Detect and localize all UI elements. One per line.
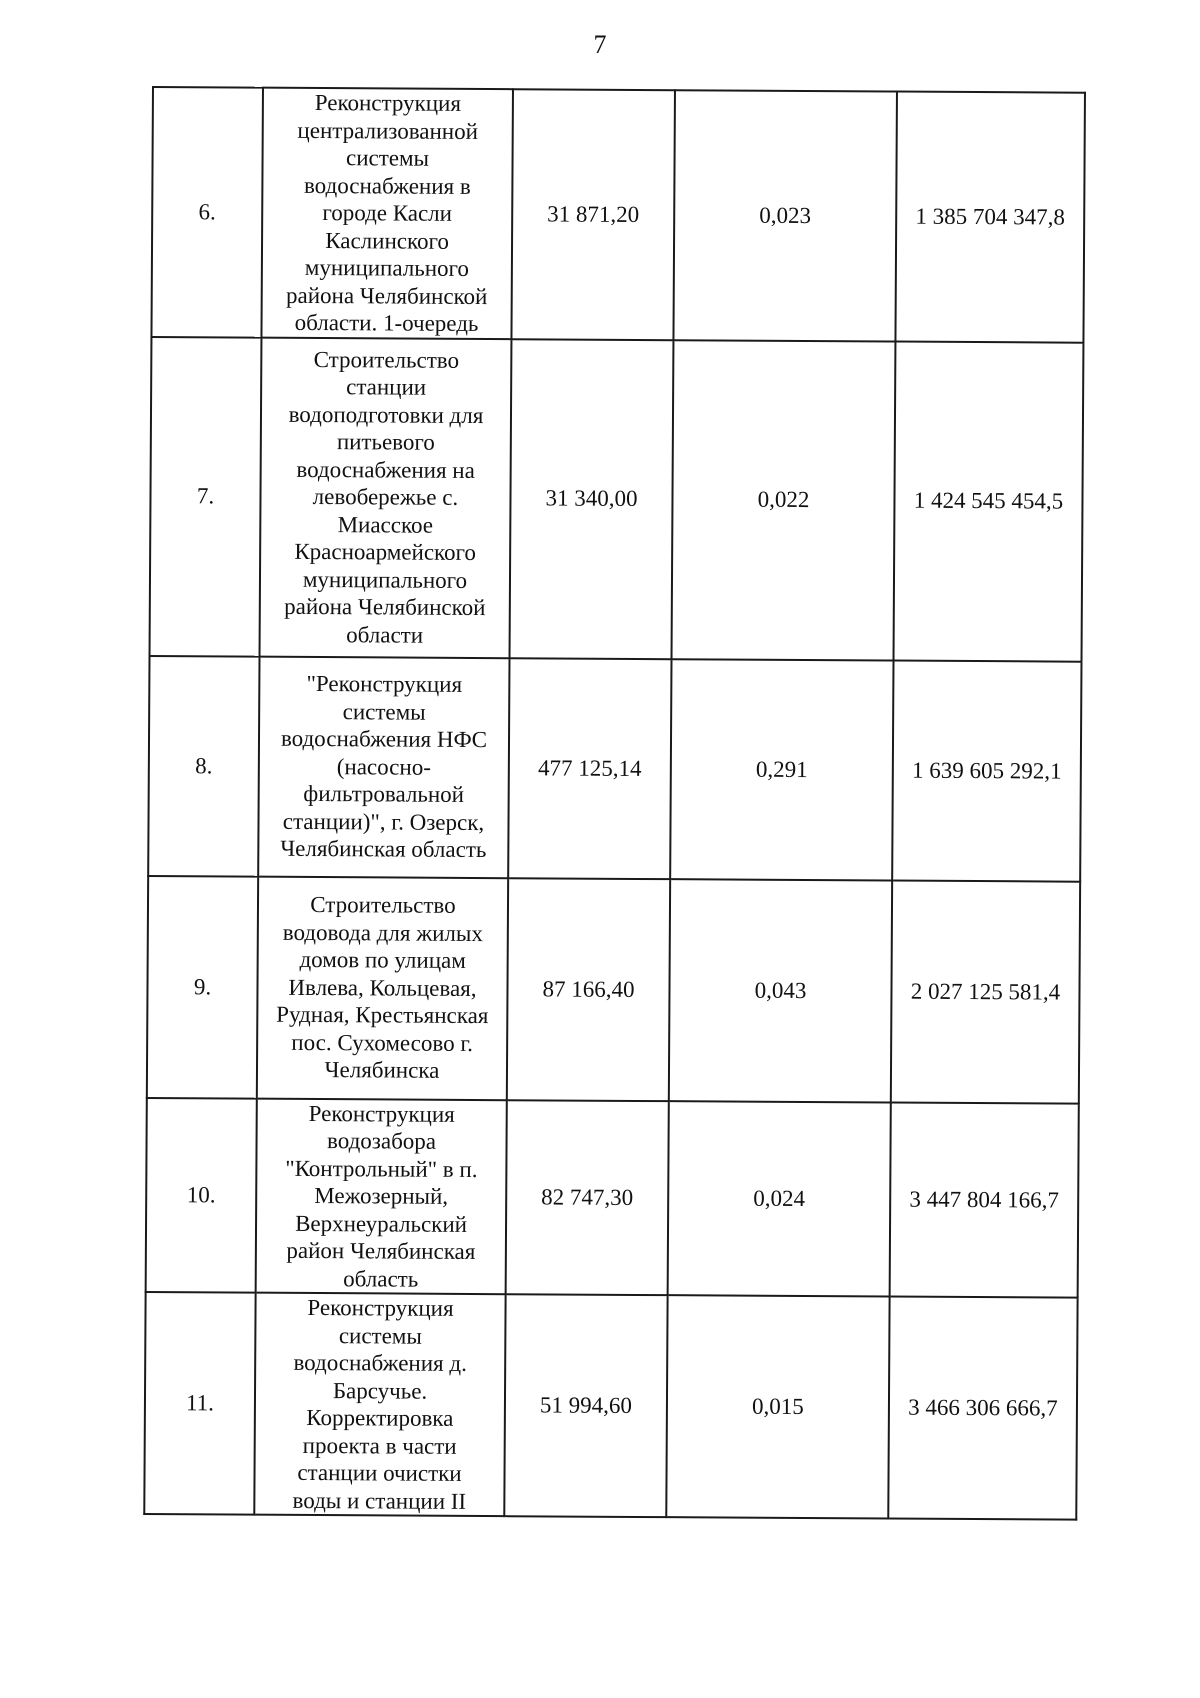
total-value: 1 385 704 347,8 xyxy=(895,92,1085,343)
total-value: 1 639 605 292,1 xyxy=(892,660,1081,881)
share-value: 0,024 xyxy=(668,1101,891,1297)
cost-value: 477 125,14 xyxy=(508,658,671,879)
table-row xyxy=(147,875,1080,1103)
object-name: Строительство станции водоподготовки для питьевого водоснабжения на левобережье с. Миасское Красноармейского муниципального района Челябинской области xyxy=(260,337,512,658)
row-number: 11. xyxy=(144,1292,255,1515)
object-name: Реконструкция водозабора "Контрольный" в п. Межозерный, Верхнеуральский район Челябинская область xyxy=(256,1098,507,1294)
row-number: 7. xyxy=(150,337,262,657)
total-value: 3 466 306 666,7 xyxy=(888,1297,1077,1520)
object-name: "Реконструкция системы водоснабжения НФС (насосно- фильтровальной станции)", г. Озерск, Челябинская область xyxy=(258,656,509,878)
row-number: 6. xyxy=(151,87,263,337)
share-value: 0,015 xyxy=(666,1295,889,1518)
cost-value: 51 994,60 xyxy=(504,1294,667,1517)
total-value: 1 424 545 454,5 xyxy=(894,341,1084,661)
data-table xyxy=(143,86,1086,1521)
share-value: 0,291 xyxy=(670,659,893,880)
table-row xyxy=(144,1292,1077,1520)
page-number: 7 xyxy=(593,30,607,59)
object-name: Строительство водовода для жилых домов по улицам Ивлева, Кольцевая, Рудная, Крестьянская пос. Сухомесово г. Челябинска xyxy=(257,876,508,1100)
table-row xyxy=(148,655,1081,881)
cost-value: 82 747,30 xyxy=(506,1100,669,1295)
share-value: 0,022 xyxy=(672,340,896,660)
row-number: 10. xyxy=(146,1097,257,1292)
row-number: 8. xyxy=(148,655,259,876)
total-value: 2 027 125 581,4 xyxy=(891,880,1080,1103)
table-row xyxy=(146,1097,1079,1297)
row-number: 9. xyxy=(147,875,258,1098)
cost-value: 87 166,40 xyxy=(507,878,670,1101)
share-value: 0,043 xyxy=(669,879,892,1102)
table-row xyxy=(151,87,1085,342)
object-name: Реконструкция централизованной системы водоснабжения в городе Касли Каслинского муниципального района Челябинской области. 1-очередь xyxy=(261,88,513,339)
cost-value: 31 340,00 xyxy=(510,339,674,659)
object-name: Реконструкция системы водоснабжения д. Барсучье. Корректировка проекта в части станции очистки воды и станции II xyxy=(254,1293,505,1517)
share-value: 0,023 xyxy=(673,90,897,341)
table-row xyxy=(150,337,1084,662)
cost-value: 31 871,20 xyxy=(511,89,675,339)
total-value: 3 447 804 166,7 xyxy=(890,1102,1079,1298)
